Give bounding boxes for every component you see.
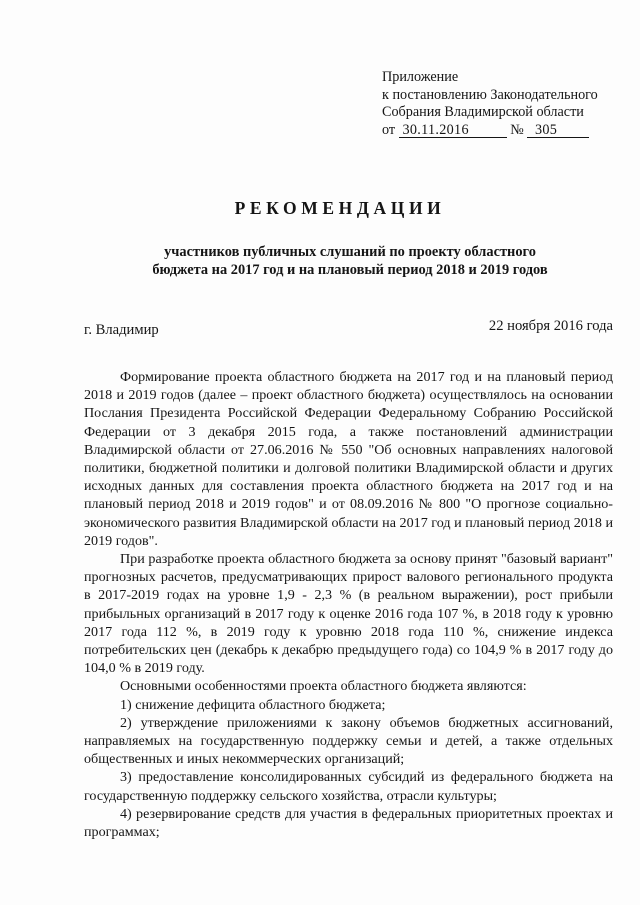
resolution-date	[399, 123, 507, 138]
list-item-1: 1) снижение дефицита областного бюджета;	[120, 696, 386, 713]
paragraph-1: Формирование проекта областного бюджета на 2017 год и на плановый период 2018 и 2019 годов (далее – проект областного бюджета) осуществлялось на основании Послания Президента Российской Федерации Федеральному Собранию Российской Федерации от 3 декабря 2015 года, а также постановлений администрации Владимирской области от 27.06.2016 № 550 "Об основных направлениях налоговой политики, бюджетной политики и долговой политики Владимирской области и других исходных данных для составления проекта областного бюджета на 2017 год и на плановый период 2018 и 2019 годов" и от 08.09.2016 № 800 "О прогнозе социально-экономического развития Владимирской области на 2017 год и плановый период 2018 и 2019 годов".	[84, 369, 613, 549]
subtitle-line-1: участников публичных слушаний по проекту областного	[164, 244, 536, 260]
document-subtitle	[0, 243, 640, 279]
paragraph-2: При разработке проекта областного бюджета за основу принят "базовый вариант" прогнозных расчетов, предусматривающих прирост валового регионального продукта в 2017-2019 годах на уровне 1,9 - 2,3 % (в реальном выражении), рост прибыли прибыльных организаций в 2017 году к оценке 2016 года 107 %, в 2018 году к уровню 2017 года 112 %, в 2019 году к уровню 2018 года 110 %, снижение индекса потребительских цен (декабрь к декабрю предыдущего года) со 104,9 % в 2017 году до 104,0 % в 2019 году.	[84, 551, 613, 677]
document-date: 22 ноября 2016 года	[488, 318, 613, 334]
subtitle-line-2: бюджета на 2017 год и на плановый период 2018 и 2019 годов	[152, 262, 548, 278]
resolution-number-value: 305	[535, 121, 558, 138]
paragraph-3: Основными особенностями проекта областного бюджета являются:	[120, 678, 527, 695]
list-item-3: 3) предоставление консолидированных субсидий из федерального бюджета на государственную поддержку сельского хозяйства, отрасли культуры;	[84, 769, 613, 804]
list-item-2: 2) утверждение приложениями к закону объемов бюджетных ассигнований, направляемых на государственную поддержку семьи и детей, а также отдельных общественных и иных некоммерческих организаций;	[84, 714, 613, 768]
number-sign: №	[510, 121, 524, 138]
appendix-date-line	[382, 122, 598, 140]
appendix-line-1: Приложение	[382, 69, 459, 85]
resolution-date-value: 30.11.2016	[402, 121, 469, 138]
document-place: г. Владимир	[84, 322, 159, 338]
document-body	[84, 368, 613, 841]
resolution-number	[527, 123, 589, 138]
appendix-line-2: к постановлению Законодательного	[382, 86, 598, 103]
document-title: РЕКОМЕНДАЦИИ	[234, 198, 446, 218]
date-prefix: от	[382, 121, 396, 138]
list-item-4: 4) резервирование средств для участия в федеральных приоритетных проектах и программах;	[84, 805, 613, 841]
appendix-header	[382, 69, 598, 139]
appendix-line-3: Собрания Владимирской области	[382, 104, 584, 120]
